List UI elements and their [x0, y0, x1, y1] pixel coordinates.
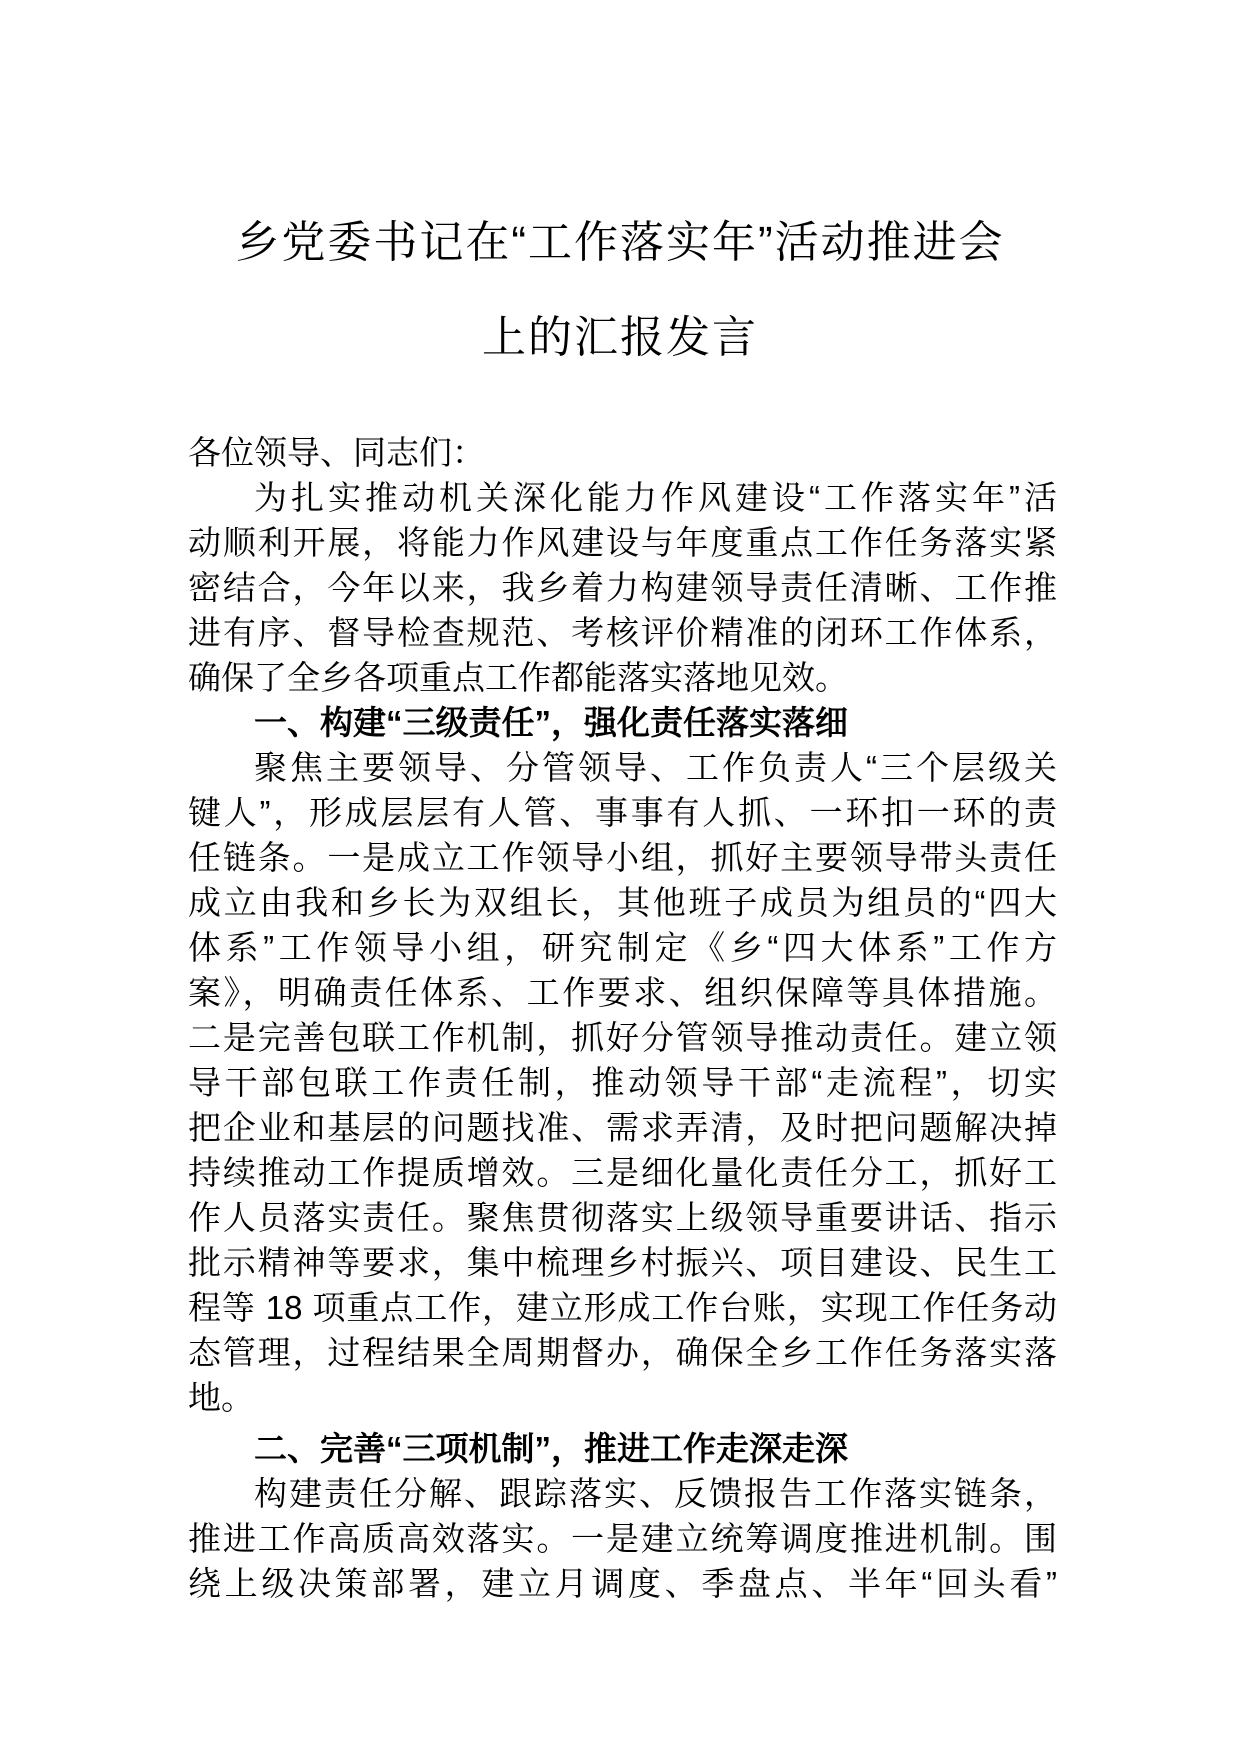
paragraph-line: 作人员落实责任。聚焦贯彻落实上级领导重要讲话、指示 — [188, 1199, 1057, 1236]
document-body — [188, 430, 1057, 1606]
paragraph-line: 密结合，今年以来，我乡着力构建领导责任清晰、工作推 — [188, 569, 1057, 606]
paragraph-line: 批示精神等要求，集中梳理乡村振兴、项目建设、民生工 — [188, 1244, 1057, 1281]
paragraph-line: 绕上级决策部署，建立月调度、季盘点、半年“回头看” — [188, 1565, 1057, 1602]
paragraph-line: 推进工作高质高效落实。一是建立统筹调度推进机制。围 — [188, 1520, 1057, 1557]
paragraph-line: 确保了全乡各项重点工作都能落实落地见效。 — [188, 659, 848, 696]
paragraph-line: 把企业和基层的问题找准、需求弄清，及时把问题解决掉 — [188, 1109, 1057, 1146]
paragraph-line: 任链条。一是成立工作领导小组，抓好主要领导带头责任 — [188, 839, 1057, 876]
paragraph-line: 键人”，形成层层有人管、事事有人抓、一环扣一环的责 — [188, 794, 1057, 831]
paragraph-line: 动顺利开展，将能力作风建设与年度重点工作任务落实紧 — [188, 524, 1057, 561]
paragraph-line: 体系”工作领导小组，研究制定《乡“四大体系”工作方 — [188, 929, 1057, 966]
paragraph-line: 构建责任分解、跟踪落实、反馈报告工作落实链条， — [254, 1475, 1057, 1512]
paragraph-line: 为扎实推动机关深化能力作风建设“工作落实年”活 — [254, 479, 1057, 516]
section-2 — [188, 1426, 1057, 1606]
section-heading: 二、完善“三项机制”，推进工作走深走深 — [254, 1430, 848, 1467]
section-heading: 一、构建“三级责任”，强化责任落实落细 — [254, 704, 848, 741]
paragraph-line: 进有序、督导检查规范、考核评价精准的闭环工作体系， — [188, 614, 1057, 651]
paragraph-line: 导干部包联工作责任制，推动领导干部“走流程”，切实 — [188, 1064, 1057, 1101]
paragraph-line: 持续推动工作提质增效。三是细化量化责任分工，抓好工 — [188, 1154, 1057, 1191]
paragraph-line: 聚焦主要领导、分管领导、工作负责人“三个层级关 — [254, 749, 1057, 786]
paragraph-line: 地。 — [188, 1379, 254, 1416]
title-line: 上的汇报发言 — [482, 313, 758, 362]
paragraph-line: 二是完善包联工作机制，抓好分管领导推动责任。建立领 — [188, 1019, 1057, 1056]
paragraph-line: 态管理，过程结果全周期督办，确保全乡工作任务落实落 — [188, 1334, 1057, 1371]
paragraph-line: 程等 18 项重点工作，建立形成工作台账，实现工作任务动 — [188, 1289, 1057, 1326]
title-line: 乡党委书记在“工作落实年”活动推进会 — [235, 218, 1005, 267]
section-1 — [188, 700, 1057, 1420]
paragraph-line: 案》，明确责任体系、工作要求、组织保障等具体措施。 — [188, 974, 1057, 1011]
intro-paragraph — [188, 475, 1057, 700]
document-title — [0, 195, 1240, 385]
salutation: 各位领导、同志们： — [188, 434, 485, 471]
paragraph-line: 成立由我和乡长为双组长，其他班子成员为组员的“四大 — [188, 884, 1057, 921]
